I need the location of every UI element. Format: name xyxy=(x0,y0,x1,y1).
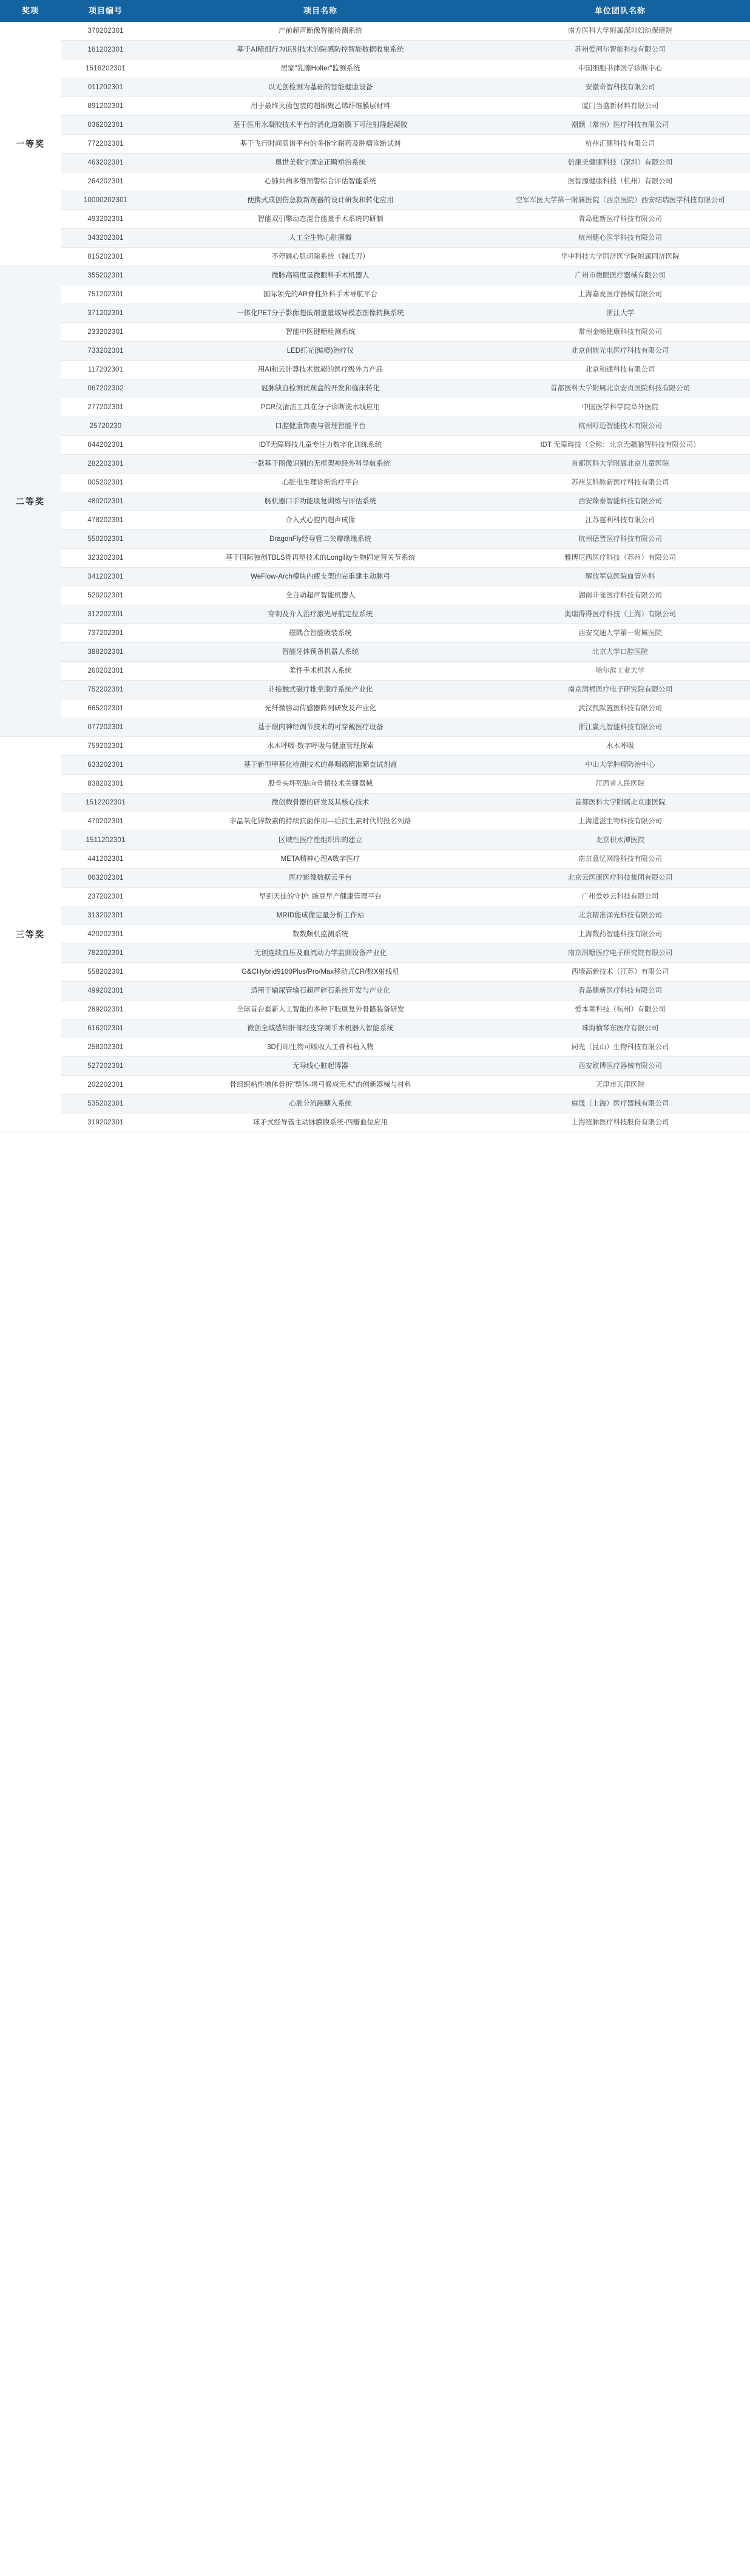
table-row xyxy=(0,492,750,511)
project-name: G&CHybrid9100Plus/Pro/Max移动式CR/数X射线机 xyxy=(150,963,490,982)
project-name: 用于最终灭菌包装的超细聚乙烯纤维膜层材料 xyxy=(150,97,490,116)
project-name: 光纤微膀动传感器阵列研发及产业化 xyxy=(150,699,490,718)
organization-name: 广州爱妙云科技有限公司 xyxy=(490,888,750,906)
organization-name: 杭州德晋医疗科技有限公司 xyxy=(490,530,750,549)
project-name: 骨组织粘性增体骨折"整体-增弓修成无术"的创新器械与材料 xyxy=(150,1076,490,1095)
organization-name: 爱本莱科技（杭州）有限公司 xyxy=(490,1001,750,1019)
table-row xyxy=(0,59,750,78)
project-code: 282202301 xyxy=(61,455,150,474)
project-name: DragonFly经导管二尖瓣缘缘系统 xyxy=(150,530,490,549)
award-list-table xyxy=(0,0,750,1132)
project-code: 1512202301 xyxy=(61,794,150,812)
organization-name: 水木呼吸 xyxy=(490,737,750,756)
table-row xyxy=(0,154,750,172)
organization-name: 苏州艾科脉新医疗科技有限公司 xyxy=(490,474,750,492)
table-row xyxy=(0,925,750,944)
project-code: 063202301 xyxy=(61,869,150,888)
project-name: 全自动超声智能机器人 xyxy=(150,586,490,605)
project-code: 388202301 xyxy=(61,643,150,662)
project-code: 117202301 xyxy=(61,361,150,379)
organization-name: 北京积水潭医院 xyxy=(490,831,750,850)
table-row xyxy=(0,982,750,1001)
project-name: 介入式心腔内超声成像 xyxy=(150,511,490,530)
table-row xyxy=(0,906,750,925)
project-code: 499202301 xyxy=(61,982,150,1001)
column-header-name: 项目名称 xyxy=(150,0,490,22)
column-header-award: 奖项 xyxy=(0,0,61,22)
organization-name: 北京创能光电医疗科技有限公司 xyxy=(490,342,750,361)
table-row xyxy=(0,210,750,229)
table-row xyxy=(0,417,750,436)
table-row xyxy=(0,323,750,342)
project-code: 752202301 xyxy=(61,681,150,699)
organization-name: 北京大学口腔医院 xyxy=(490,643,750,662)
organization-name: 上海数药智能科技有限公司 xyxy=(490,925,750,944)
project-code: 751202301 xyxy=(61,285,150,304)
project-name: 股骨头坏死贴向骨植技术关键器械 xyxy=(150,775,490,794)
project-code: 463202301 xyxy=(61,154,150,172)
organization-name: 倍康美健康科技（深圳）有限公司 xyxy=(490,154,750,172)
project-code: 25720230 xyxy=(61,417,150,436)
table-row xyxy=(0,530,750,549)
project-code: 319202301 xyxy=(61,1113,150,1132)
project-name: 心肺共病多维预警综合评估智能系统 xyxy=(150,172,490,191)
project-name: 便携式成创伤急救新剂器的设计研发和转化应用 xyxy=(150,191,490,210)
project-code: 10000202301 xyxy=(61,191,150,210)
award-group-label: 二等奖 xyxy=(0,267,61,737)
organization-name: 浙江大学 xyxy=(490,304,750,323)
table-row xyxy=(0,455,750,474)
table-row xyxy=(0,116,750,135)
table-row xyxy=(0,511,750,530)
organization-name: 西安欧博医疗器械有限公司 xyxy=(490,1057,750,1076)
table-row xyxy=(0,474,750,492)
column-header-org: 单位团队名称 xyxy=(490,0,750,22)
project-name: 全球首台套新人工智能的多种下肢康复外骨骼装备研发 xyxy=(150,1001,490,1019)
organization-name: 杭州汇健科技有限公司 xyxy=(490,135,750,154)
project-code: 289202301 xyxy=(61,1001,150,1019)
project-name: 水木呼吸·数字呼吸与健康管理探索 xyxy=(150,737,490,756)
project-code: 759202301 xyxy=(61,737,150,756)
project-name: 国际领先的AR脊柱外科手术导航平台 xyxy=(150,285,490,304)
project-name: 产前超声断像智能检测系统 xyxy=(150,22,490,41)
project-name: 数数颇机监测系统 xyxy=(150,925,490,944)
organization-name: 西墙高新技术（江苏）有限公司 xyxy=(490,963,750,982)
table-row xyxy=(0,1038,750,1057)
organization-name: 北京精准泽光科技有限公司 xyxy=(490,906,750,925)
organization-name: 首都医科大学附属北京儿童医院 xyxy=(490,455,750,474)
project-name: 早到天徒的守护: 豌豆早产健康管理平台 xyxy=(150,888,490,906)
project-code: 737202301 xyxy=(61,624,150,643)
project-name: 基于眼肉神经调节技术的可穿戴医疗设备 xyxy=(150,718,490,737)
project-code: 277202301 xyxy=(61,398,150,417)
organization-name: 上海道滋生物科技有限公司 xyxy=(490,812,750,831)
organization-name: 江西省人民医院 xyxy=(490,775,750,794)
project-name: 球矛式经导管主动脉膜膜系统-四瓣血位应用 xyxy=(150,1113,490,1132)
organization-name: 南京润桶医疗电子研究院有限公司 xyxy=(490,681,750,699)
project-name: 非接触式磁疗推拿康疗系统产业化 xyxy=(150,681,490,699)
table-row xyxy=(0,1057,750,1076)
project-name: 微脉高精度显微眼科手术机器人 xyxy=(150,267,490,285)
project-code: 535202301 xyxy=(61,1095,150,1113)
table-row xyxy=(0,436,750,455)
table-row xyxy=(0,624,750,643)
project-name: 智能双引擎动态混合能量手术系统的研制 xyxy=(150,210,490,229)
project-name: 口腔健康饰查与管理智能平台 xyxy=(150,417,490,436)
table-row xyxy=(0,699,750,718)
organization-name: 同光（昆山）生物科技有限公司 xyxy=(490,1038,750,1057)
project-code: 441202301 xyxy=(61,850,150,869)
organization-name: 西安交通大学第一附属医院 xyxy=(490,624,750,643)
project-code: 1511202301 xyxy=(61,831,150,850)
table-row xyxy=(0,549,750,568)
project-code: 550202301 xyxy=(61,530,150,549)
table-row xyxy=(0,737,750,756)
project-code: 077202301 xyxy=(61,718,150,737)
organization-name: 北京云医康医疗科技集团有限公司 xyxy=(490,869,750,888)
organization-name: 中国医学科学院阜外医院 xyxy=(490,398,750,417)
project-name: 无导线心脏起博器 xyxy=(150,1057,490,1076)
project-name: 心脏分流融糖入系统 xyxy=(150,1095,490,1113)
organization-name: 苏州爱河尔智能科技有限公司 xyxy=(490,41,750,59)
table-row xyxy=(0,831,750,850)
organization-name: 中山大学肿瘤防治中心 xyxy=(490,756,750,775)
award-group-label: 三等奖 xyxy=(0,737,61,1132)
project-name: 智能牙体预备机器人系统 xyxy=(150,643,490,662)
table-row xyxy=(0,1095,750,1113)
table-row xyxy=(0,718,750,737)
project-name: META精神心理A数字医疗 xyxy=(150,850,490,869)
project-code: 258202301 xyxy=(61,1038,150,1057)
organization-name: 庭晟（上海）医疗器械有限公司 xyxy=(490,1095,750,1113)
table-row xyxy=(0,944,750,963)
project-code: 202202301 xyxy=(61,1076,150,1095)
table-row xyxy=(0,172,750,191)
table-row xyxy=(0,191,750,210)
organization-name: 南京润糖医疗电子研究院有限公司 xyxy=(490,944,750,963)
project-code: 264202301 xyxy=(61,172,150,191)
project-name: 医疗影像数据云平台 xyxy=(150,869,490,888)
project-name: 柔性手术机器人系统 xyxy=(150,662,490,681)
table-row xyxy=(0,1076,750,1095)
project-code: 343202301 xyxy=(61,229,150,248)
table-row xyxy=(0,605,750,624)
organization-name: 首都医科大学附属北京安贞医院科技有限公司 xyxy=(490,379,750,398)
table-row xyxy=(0,379,750,398)
project-code: 323202301 xyxy=(61,549,150,568)
project-name: 非晶氧化锌数素的持续抗菌作用—后抗生素时代的投名列路 xyxy=(150,812,490,831)
project-name: WeFlow-Arch模块内疲支架的完重建主动脉弓 xyxy=(150,568,490,586)
project-code: 1516202301 xyxy=(61,59,150,78)
organization-name: 北京和通科技有限公司 xyxy=(490,361,750,379)
project-code: 370202301 xyxy=(61,22,150,41)
project-code: 371202301 xyxy=(61,304,150,323)
table-row xyxy=(0,248,750,267)
organization-name: 华中科技大学同济医学院附属同济医院 xyxy=(490,248,750,267)
project-code: 260202301 xyxy=(61,662,150,681)
organization-name: 解放军总医院血管外科 xyxy=(490,568,750,586)
table-row xyxy=(0,662,750,681)
table-row xyxy=(0,304,750,323)
award-group-label: 一等奖 xyxy=(0,22,61,267)
organization-name: 上海嘉麦医疗器械有限公司 xyxy=(490,285,750,304)
column-header-code: 项目编号 xyxy=(61,0,150,22)
table-row xyxy=(0,756,750,775)
project-code: 044202301 xyxy=(61,436,150,455)
organization-name: 西安臻泰智能科技有限公司 xyxy=(490,492,750,511)
project-name: 以无创检测为基础的智能健康设备 xyxy=(150,78,490,97)
table-row xyxy=(0,1113,750,1132)
organization-name: 杭州健心医学科技有限公司 xyxy=(490,229,750,248)
project-name: 冠脉缺血检测试剂盒的开发和临床转化 xyxy=(150,379,490,398)
project-code: 355202301 xyxy=(61,267,150,285)
table-row xyxy=(0,398,750,417)
project-name: 奥世美数字固定正畸矫治系统 xyxy=(150,154,490,172)
project-code: 067202302 xyxy=(61,379,150,398)
project-name: PCR仪清洁工具在分子诊断洗水线应用 xyxy=(150,398,490,417)
organization-name: 潮颢（常州）医疗科技有限公司 xyxy=(490,116,750,135)
project-name: 一体化PET分子影像超低剂量量域导模态图像转换系统 xyxy=(150,304,490,323)
project-name: 基于医用水凝胶技术平台的消化道黏膜下可注射隆起凝胶 xyxy=(150,116,490,135)
project-code: 520202301 xyxy=(61,586,150,605)
table-row xyxy=(0,643,750,662)
table-row xyxy=(0,78,750,97)
table-row xyxy=(0,1001,750,1019)
project-code: 782202301 xyxy=(61,944,150,963)
project-code: 616202301 xyxy=(61,1019,150,1038)
table-row xyxy=(0,267,750,285)
project-name: 基于新型甲基化检测技术的鼻咽癌精准筛查试剂盒 xyxy=(150,756,490,775)
project-name: MRID能成像定量分析工作站 xyxy=(150,906,490,925)
project-name: 智能中医键糖检测系统 xyxy=(150,323,490,342)
project-name: 无创连续血压及血流动力学监测设备产业化 xyxy=(150,944,490,963)
project-name: 区域性医疗性组织库的建立 xyxy=(150,831,490,850)
table-header-row xyxy=(0,0,750,22)
table-row xyxy=(0,135,750,154)
organization-name: 空军军医大学第一附属医院（西京医院）西安结瑞医学科技有限公司 xyxy=(490,191,750,210)
table-row xyxy=(0,568,750,586)
project-code: 633202301 xyxy=(61,756,150,775)
project-code: 527202301 xyxy=(61,1057,150,1076)
project-code: 313202301 xyxy=(61,906,150,925)
project-name: 人工全生物心脏膜瓣 xyxy=(150,229,490,248)
organization-name: 青岛健新医疗科技有限公司 xyxy=(490,982,750,1001)
organization-name: 上海纽脉医疗科技股份有限公司 xyxy=(490,1113,750,1132)
table-row xyxy=(0,963,750,982)
table-row xyxy=(0,888,750,906)
organization-name: 广州市微眼医疗器械有限公司 xyxy=(490,267,750,285)
organization-name: 珠海横琴东医疗有限公司 xyxy=(490,1019,750,1038)
project-code: 341202301 xyxy=(61,568,150,586)
organization-name: 中国细胞书律医学诊断中心 xyxy=(490,59,750,78)
organization-name: 天津市天津医院 xyxy=(490,1076,750,1095)
organization-name: 浙江赢凡智能科技有限公司 xyxy=(490,718,750,737)
project-code: 838202301 xyxy=(61,775,150,794)
organization-name: 青岛健新医疗科技有限公司 xyxy=(490,210,750,229)
table-row xyxy=(0,342,750,361)
project-name: 心脏电生理诊断治疗平台 xyxy=(150,474,490,492)
organization-name: 常州金畅健康科技有限公司 xyxy=(490,323,750,342)
table-body xyxy=(0,22,750,1132)
table-row xyxy=(0,869,750,888)
project-name: 基于国际独创TBLS骨再塑技术的Longility生物固定替关节系统 xyxy=(150,549,490,568)
project-code: 665202301 xyxy=(61,699,150,718)
table-row xyxy=(0,41,750,59)
table-row xyxy=(0,22,750,41)
project-code: 036202301 xyxy=(61,116,150,135)
project-name: LED红光(编橙)治疗仪 xyxy=(150,342,490,361)
table-row xyxy=(0,850,750,869)
project-code: 480202301 xyxy=(61,492,150,511)
project-code: 011202301 xyxy=(61,78,150,97)
project-name: 基于飞行时间质谱平台的多指字耐药及肿瘤诊断试剂 xyxy=(150,135,490,154)
project-name: 磁隅合智能吸装系统 xyxy=(150,624,490,643)
project-name: 一款基于图像识别的无框架神经外科导航系统 xyxy=(150,455,490,474)
project-name: 基于AI精细行为识别技术的院感防控智能数据收集系统 xyxy=(150,41,490,59)
table-row xyxy=(0,361,750,379)
project-code: 478202301 xyxy=(61,511,150,530)
organization-name: 医智源健康科技（杭州）有限公司 xyxy=(490,172,750,191)
table-row xyxy=(0,285,750,304)
project-name: 微创载骨器的研发及其核心技术 xyxy=(150,794,490,812)
organization-name: 江苏霆利科技有限公司 xyxy=(490,511,750,530)
project-name: 适用于输尿管输石超声碎石系统开发与产业化 xyxy=(150,982,490,1001)
project-name: IDT无障碍技儿童专注力数字化训练系统 xyxy=(150,436,490,455)
project-name: 3D打印生物可吸收人工骨科植入物 xyxy=(150,1038,490,1057)
project-code: 420202301 xyxy=(61,925,150,944)
project-code: 005202301 xyxy=(61,474,150,492)
project-name: 微创全域感知肝部经皮穿刺手术机器人智能系统 xyxy=(150,1019,490,1038)
project-code: 161202301 xyxy=(61,41,150,59)
project-name: 肠机器口手功能康复训练与评估系统 xyxy=(150,492,490,511)
organization-name: 湖南非雀医疗科技有限公司 xyxy=(490,586,750,605)
table-row xyxy=(0,681,750,699)
table-row xyxy=(0,775,750,794)
project-code: 733202301 xyxy=(61,342,150,361)
project-name: 居家"乳腺Holter"监测系统 xyxy=(150,59,490,78)
project-name: 穿刺及介入治疗激光导航定位系统 xyxy=(150,605,490,624)
organization-name: 奥瑞得得医疗科技（上海）有限公司 xyxy=(490,605,750,624)
project-code: 470202301 xyxy=(61,812,150,831)
organization-name: 杭州叮迈智能技术有限公司 xyxy=(490,417,750,436)
organization-name: 南京意忆网络科技有限公司 xyxy=(490,850,750,869)
project-code: 233202301 xyxy=(61,323,150,342)
organization-name: 哈尔滨工业大学 xyxy=(490,662,750,681)
project-code: 237202301 xyxy=(61,888,150,906)
organization-name: 雅博尼西医疗科技（苏州）有限公司 xyxy=(490,549,750,568)
organization-name: 厦门当盛新材料有限公司 xyxy=(490,97,750,116)
table-row xyxy=(0,97,750,116)
organization-name: IDT 无障碍技（全称：北京无疆脑智科技有限公司） xyxy=(490,436,750,455)
organization-name: 安徽奇智科技有限公司 xyxy=(490,78,750,97)
project-code: 558202301 xyxy=(61,963,150,982)
project-code: 772202301 xyxy=(61,135,150,154)
table-row xyxy=(0,794,750,812)
table-row xyxy=(0,812,750,831)
project-code: 815202301 xyxy=(61,248,150,267)
organization-name: 南方医科大学附属深圳妇幼保健院 xyxy=(490,22,750,41)
project-code: 891202301 xyxy=(61,97,150,116)
organization-name: 武汉凯默置医科技有限公司 xyxy=(490,699,750,718)
table-row xyxy=(0,586,750,605)
table-row xyxy=(0,1019,750,1038)
table-row xyxy=(0,229,750,248)
organization-name: 首都医科大学附属北京康医院 xyxy=(490,794,750,812)
project-name: 用AI和云计算技术做超的医疗级外力产品 xyxy=(150,361,490,379)
project-code: 312202301 xyxy=(61,605,150,624)
table-header xyxy=(0,0,750,22)
project-code: 493202301 xyxy=(61,210,150,229)
project-name: 不停跳心肌切除系统（魏氏刀） xyxy=(150,248,490,267)
